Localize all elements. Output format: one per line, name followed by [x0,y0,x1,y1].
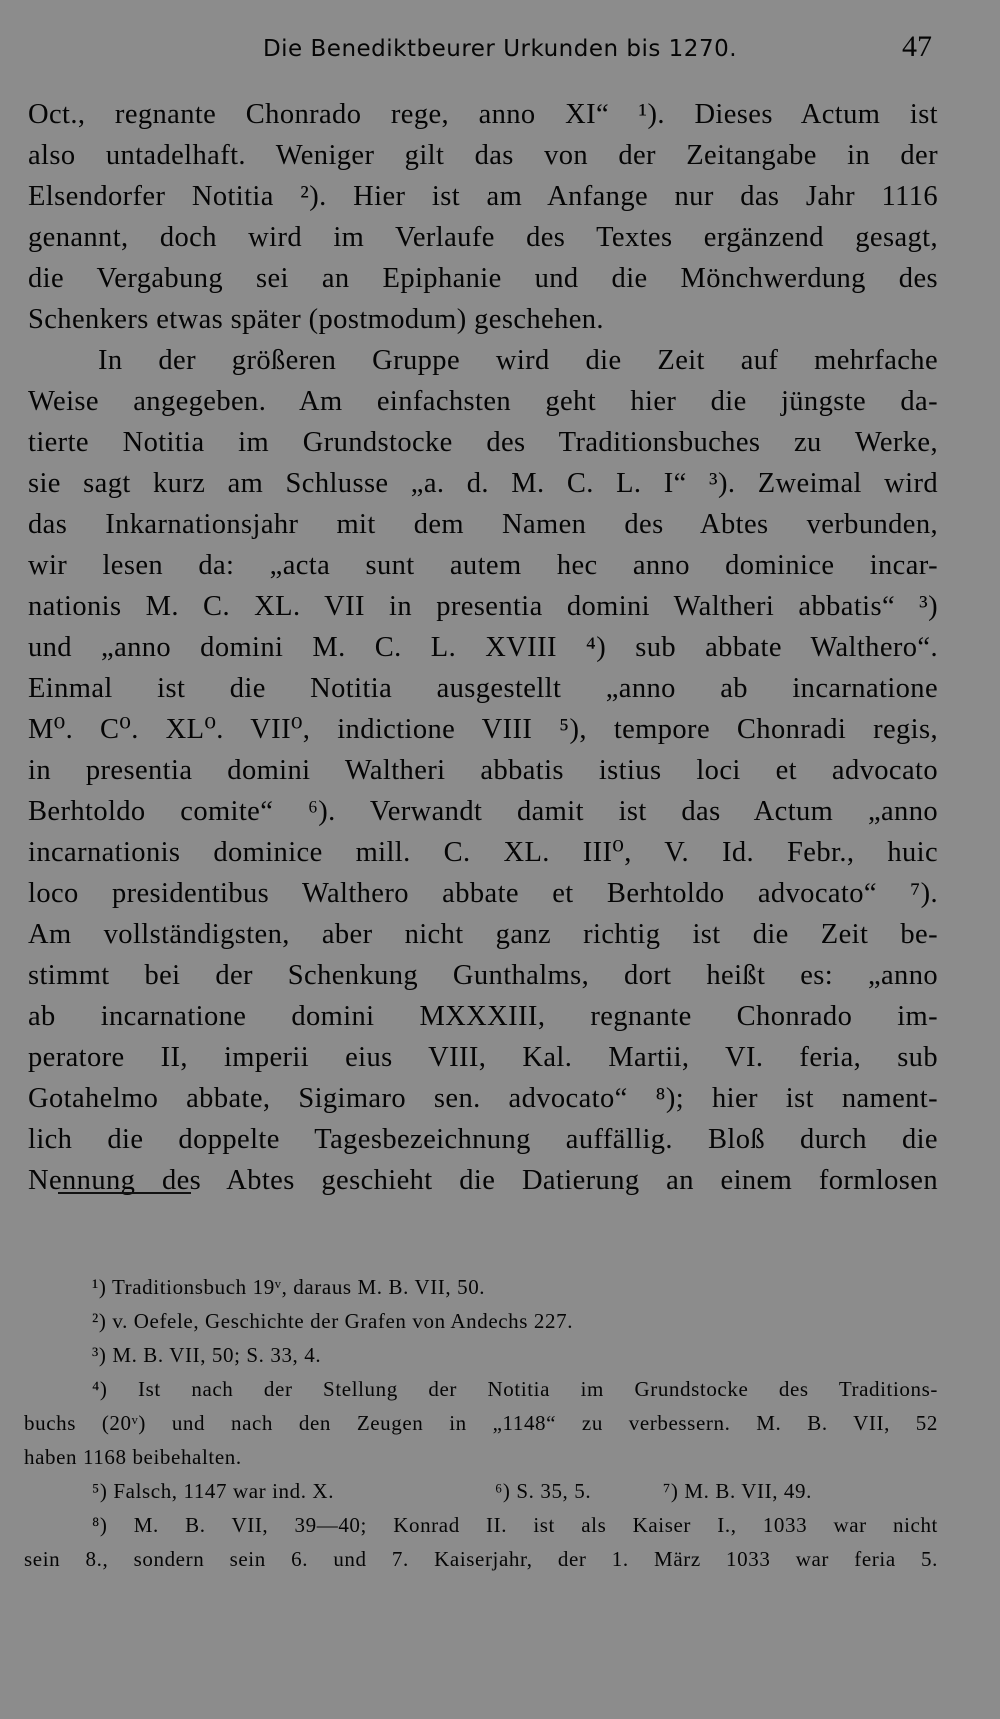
text-line: das Inkarnationsjahr mit dem Namen des Abtes verbunden, [28,509,938,540]
footnotes [24,1270,938,1576]
footnote-7: ⁷) M. B. VII, 49. [663,1479,812,1503]
footnote-3: ³) M. B. VII, 50; S. 33, 4. [92,1343,322,1367]
text-line: in presentia domini Waltheri abbatis istius loci et advocato [28,755,938,786]
text-line: genannt, doch wird im Verlaufe des Textes ergänzend gesagt, [28,222,938,253]
footnote-2: ²) v. Oefele, Geschichte der Grafen von Andechs 227. [92,1309,574,1333]
footnote-6: ⁶) S. 35, 5. [495,1479,592,1503]
text-line: incarnationis dominice mill. C. XL. III⁰, V. Id. Febr., huic [28,837,938,868]
text-line: Schenkers etwas später (postmodum) geschehen. [28,304,604,335]
text-line: ab incarnatione domini MXXXIII, regnante Chonrado im- [28,1001,938,1032]
text-line: wir lesen da: „acta sunt autem hec anno dominice incar- [28,550,938,581]
text-line: Einmal ist die Notitia ausgestellt „anno ab incarnatione [28,673,938,704]
text-line: loco presidentibus Walthero abbate et Berhtoldo advocato“ ⁷). [28,878,938,909]
text-line: und „anno domini M. C. L. XVIII ⁴) sub abbate Walthero“. [28,632,938,663]
text-line: Nennung des Abtes geschieht die Datierung an einem formlosen [28,1165,938,1196]
running-title: Die Benediktbeurer Urkunden bis 1270. [262,36,738,62]
footnote-8-line-1: ⁸) M. B. VII, 39—40; Konrad II. ist als Kaiser I., 1033 war nicht [92,1513,938,1537]
text-line: Berhtoldo comite“ ⁶). Verwandt damit ist das Actum „anno [28,796,938,827]
text-line: lich die doppelte Tagesbezeichnung auffällig. Bloß durch die [28,1124,938,1155]
page-number: 47 [902,30,932,63]
body-text [28,94,938,1201]
text-line: tierte Notitia im Grundstocke des Traditionsbuches zu Werke, [28,427,938,458]
text-line: stimmt bei der Schenkung Gunthalms, dort heißt es: „anno [28,960,938,991]
footnote-1: ¹) Traditionsbuch 19ᵛ, daraus M. B. VII, 50. [92,1275,486,1299]
footnote-4-line-2: buchs (20ᵛ) und nach den Zeugen in „1148“ zu verbessern. M. B. VII, 52 [24,1411,938,1435]
text-line: sie sagt kurz am Schlusse „a. d. M. C. L. I“ ³). Zweimal wird [28,468,938,499]
footnote-divider [58,1192,191,1194]
text-line: Weise angegeben. Am einfachsten geht hier die jüngste da- [28,386,938,417]
text-line: peratore II, imperii eius VIII, Kal. Martii, VI. feria, sub [28,1042,938,1073]
text-line: nationis M. C. XL. VII in presentia domini Waltheri abbatis“ ³) [28,591,938,622]
text-line: M⁰. C⁰. XL⁰. VII⁰, indictione VIII ⁵), tempore Chonradi regis, [28,714,938,745]
footnote-8-line-2: sein 8., sondern sein 6. und 7. Kaiserjahr, der 1. März 1033 war feria 5. [24,1547,938,1571]
text-line: also untadelhaft. Weniger gilt das von der Zeitangabe in der [28,140,938,171]
footnote-row-5-6-7 [24,1474,938,1508]
footnote-4-line-3: haben 1168 beibehalten. [24,1445,242,1469]
text-line: Am vollständigsten, aber nicht ganz richtig ist die Zeit be- [28,919,938,950]
text-line: die Vergabung sei an Epiphanie und die Mönchwerdung des [28,263,938,294]
footnote-4-line-1: ⁴) Ist nach der Stellung der Notitia im Grundstocke des Traditions- [92,1377,938,1401]
text-line: Gotahelmo abbate, Sigimaro sen. advocato“ ⁸); hier ist nament- [28,1083,938,1114]
running-head [0,30,1000,70]
text-line: Oct., regnante Chonrado rege, anno XI“ ¹). Dieses Actum ist [28,99,938,130]
text-line: In der größeren Gruppe wird die Zeit auf mehrfache [98,345,938,376]
footnote-5: ⁵) Falsch, 1147 war ind. X. [92,1479,335,1503]
text-line: Elsendorfer Notitia ²). Hier ist am Anfange nur das Jahr 1116 [28,181,938,212]
